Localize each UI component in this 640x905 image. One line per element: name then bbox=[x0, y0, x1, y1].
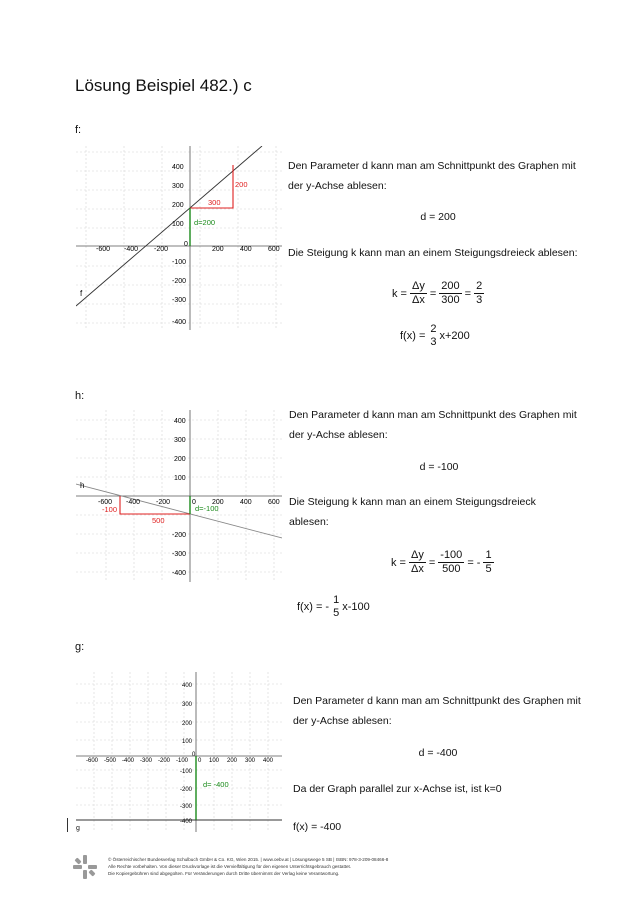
y-tick-label: 400 bbox=[172, 164, 184, 171]
y-tick-label: 100 bbox=[172, 221, 184, 228]
x-tick-label: -200 bbox=[154, 246, 169, 253]
y-tick-label: -200 bbox=[172, 278, 187, 285]
y-tick-label: -400 bbox=[172, 319, 187, 326]
y-tick-label: -100 bbox=[180, 769, 193, 775]
explanation-d-g: Den Parameter d kann man am Schnittpunkt des Graphen mit der y-Achse ablesen: bbox=[293, 695, 581, 727]
y-tick-label: 400 bbox=[174, 418, 186, 425]
y-tick-label: -100 bbox=[172, 259, 187, 266]
x-tick-label: -400 bbox=[126, 499, 141, 506]
footer-line: Alle Rechte vorbehalten. Von dieser Druckvorlage ist die Vervielfältigung für den eigenen Unterrichtsgebrauch gestattet. bbox=[108, 864, 352, 869]
x-tick-label: 300 bbox=[245, 758, 256, 764]
slope-formula-h: k = $\frac{\Delta y}{\Delta x}$ = $\frac{-100}{500}$ = - $\frac{1}{5}$ bbox=[391, 549, 492, 575]
y-tick-label: 300 bbox=[174, 437, 186, 444]
graph-name-g: g bbox=[76, 825, 80, 832]
graph-name-f: f bbox=[80, 289, 83, 298]
x-tick-label: -600 bbox=[86, 758, 99, 764]
y-tick-label: -300 bbox=[172, 297, 187, 304]
x-tick-label: 400 bbox=[263, 758, 274, 764]
function-g: f(x) = -400 bbox=[293, 821, 342, 833]
explanation-d-f: Den Parameter d kann man am Schnittpunkt des Graphen mit der y-Achse ablesen: bbox=[288, 160, 576, 192]
graph-f bbox=[76, 146, 282, 330]
x-tick-label: 200 bbox=[212, 499, 224, 506]
publisher-logo-icon bbox=[72, 854, 98, 880]
rise-annotation-f: 200 bbox=[235, 180, 248, 189]
x-tick-label: 100 bbox=[209, 758, 220, 764]
margin-marker bbox=[67, 818, 68, 832]
function-f: f(x) = 2 3 x+200 bbox=[400, 323, 470, 348]
y-tick-label: 300 bbox=[182, 702, 193, 708]
y-tick-label: -400 bbox=[172, 570, 187, 577]
x-tick-label: -500 bbox=[104, 758, 117, 764]
x-tick-label: -400 bbox=[122, 758, 135, 764]
footer bbox=[108, 856, 588, 877]
y-tick-label: 200 bbox=[182, 721, 193, 727]
d-annotation-h: d=-100 bbox=[195, 504, 219, 513]
page-title: Lösung Beispiel 482.) c bbox=[75, 76, 252, 95]
y-tick-label: -300 bbox=[180, 804, 193, 810]
x-tick-label: -200 bbox=[156, 499, 171, 506]
y-tick-label: 100 bbox=[182, 739, 193, 745]
explanation-k-h: Die Steigung k kann man an einem Steigungsdreieck ablesen: bbox=[289, 496, 536, 528]
y-tick-label: 400 bbox=[182, 683, 193, 689]
run-annotation-h: 500 bbox=[152, 516, 165, 525]
x-tick-label: -300 bbox=[140, 758, 153, 764]
x-tick-label: 200 bbox=[227, 758, 238, 764]
graph-h bbox=[76, 410, 282, 582]
y-tick-label: -300 bbox=[172, 551, 187, 558]
slope-formula-f: k = $\frac{\Delta y}{\Delta x}$ = $\frac{200}{300}$ = $\frac{2}{3}$ bbox=[392, 280, 483, 306]
grid-g bbox=[76, 672, 282, 832]
x-tick-label: -400 bbox=[124, 246, 139, 253]
run-annotation-f: 300 bbox=[208, 198, 221, 207]
x-tick-label: 0 bbox=[192, 499, 196, 506]
function-h: f(x) = - 1 5 x-100 bbox=[297, 594, 370, 619]
x-tick-label: -600 bbox=[98, 499, 113, 506]
d-value-h: d = -100 bbox=[419, 461, 459, 473]
d-annotation-f: d=200 bbox=[194, 218, 216, 227]
explanation-d-h: Den Parameter d kann man am Schnittpunkt des Graphen mit der y-Achse ablesen: bbox=[289, 409, 577, 441]
x-tick-label: -200 bbox=[158, 758, 171, 764]
explanation-k-g: Da der Graph parallel zur x-Achse ist, ist k=0 bbox=[293, 783, 502, 795]
explanation-k-f: Die Steigung k kann man an einem Steigungsdreieck ablesen: bbox=[288, 247, 578, 259]
d-annotation-g: d= -400 bbox=[203, 780, 229, 789]
y-tick-label: 100 bbox=[174, 475, 186, 482]
y-tick-label: -200 bbox=[172, 532, 187, 539]
y-tick-label: -200 bbox=[180, 787, 193, 793]
x-tick-label: 0 bbox=[198, 758, 202, 764]
x-tick-label: 400 bbox=[240, 246, 252, 253]
x-tick-label: 600 bbox=[268, 246, 280, 253]
section-label-g: g: bbox=[75, 641, 85, 653]
graph-name-h: h bbox=[80, 481, 85, 490]
footer-line: © Österreichischer Bundesverlag Schulbuch GmbH & Co. KG, Wien 2015. | www.oebv.at | Lösungswege 5 SB | ISBN: 978-3-209-08466-8 bbox=[108, 857, 389, 862]
y-tick-label: 0 bbox=[192, 752, 196, 758]
rise-annotation-h: -100 bbox=[102, 505, 118, 514]
footer-line: Die Kopiergebühren sind abgegolten. Für Veränderungen durch Dritte übernimmt der Verlag keine Verantwortung. bbox=[108, 871, 340, 876]
x-tick-label: 200 bbox=[212, 246, 224, 253]
x-tick-label: -600 bbox=[96, 246, 111, 253]
section-label-f: f: bbox=[75, 124, 82, 136]
x-tick-label: 400 bbox=[240, 499, 252, 506]
d-value-f: d = 200 bbox=[420, 211, 456, 223]
x-tick-label: 600 bbox=[268, 499, 280, 506]
x-tick-label: -100 bbox=[176, 758, 189, 764]
y-tick-label: 300 bbox=[172, 183, 184, 190]
d-value-g: d = -400 bbox=[418, 747, 458, 759]
y-tick-label: 200 bbox=[174, 456, 186, 463]
y-tick-label: 200 bbox=[172, 202, 184, 209]
section-label-h: h: bbox=[75, 390, 85, 402]
graph-g bbox=[76, 672, 282, 832]
y-tick-label: -400 bbox=[180, 819, 193, 825]
x-tick-label: 0 bbox=[184, 241, 188, 248]
graph-line-f bbox=[76, 146, 262, 306]
